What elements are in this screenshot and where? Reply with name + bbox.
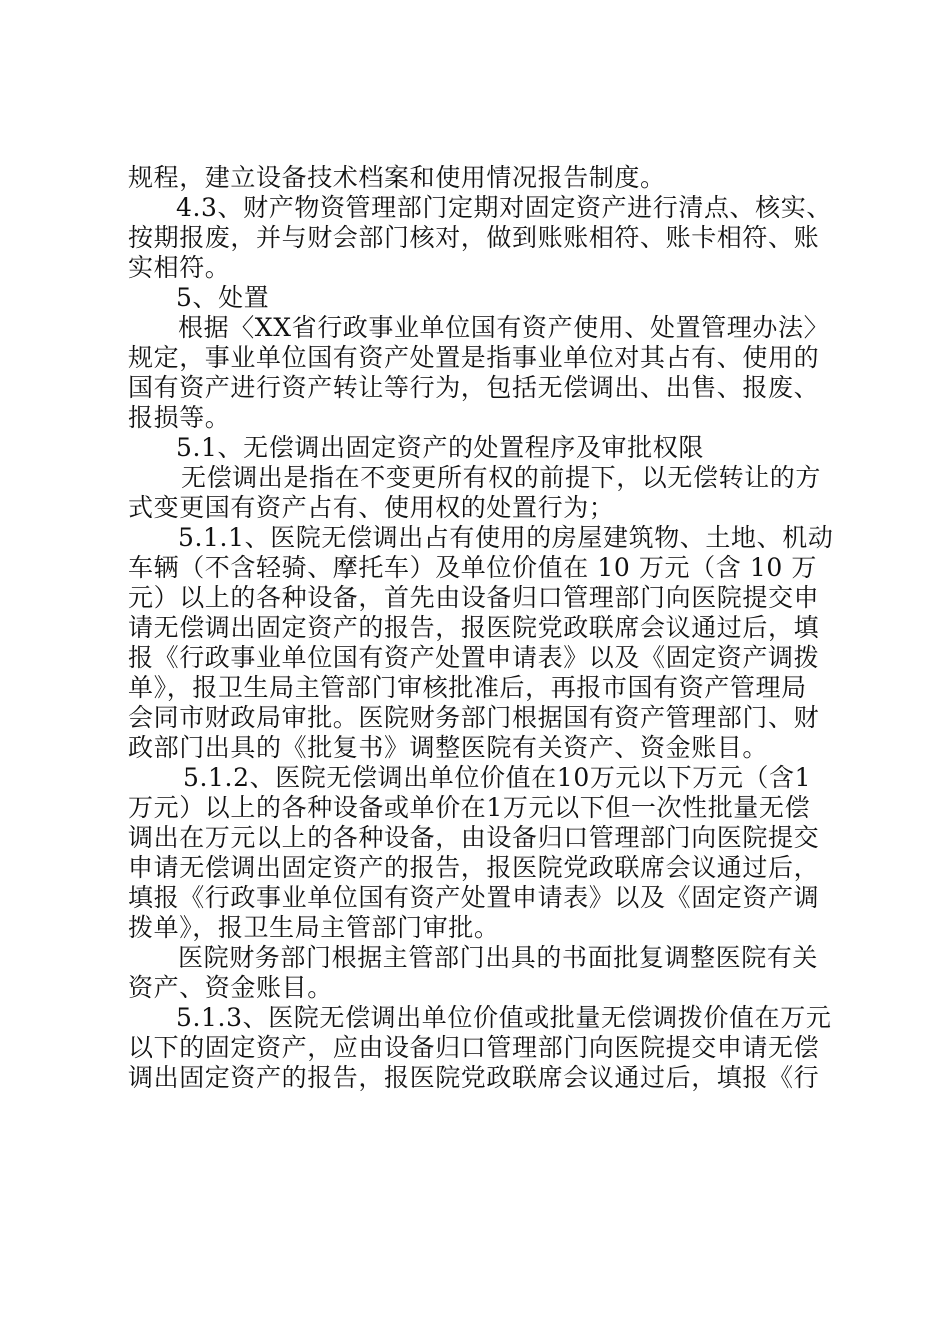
body-text-line: 规程，建立设备技术档案和使用情况报告制度。 — [128, 163, 666, 192]
body-text-line: 会同市财政局审批。医院财务部门根据国有资产管理部门、财 — [128, 703, 820, 732]
body-text-line: 车辆（不含轻骑、摩托车）及单位价值在 10 万元（含 10 万 — [128, 553, 818, 582]
body-text-line: 报《行政事业单位国有资产处置申请表》以及《固定资产调拨 — [128, 643, 820, 672]
body-text-line: 调出在万元以上的各种设备，由设备归口管理部门向医院提交 — [128, 823, 820, 852]
body-text-line: 填报《行政事业单位国有资产处置申请表》以及《固定资产调 — [128, 883, 820, 912]
body-text-line: 按期报废，并与财会部门核对，做到账账相符、账卡相符、账 — [128, 223, 820, 252]
body-text-line: 规定，事业单位国有资产处置是指事业单位对其占有、使用的 — [128, 343, 820, 372]
body-text-line: 报损等。 — [128, 403, 231, 432]
body-text-line: 万元）以上的各种设备或单价在1万元以下但一次性批量无偿 — [128, 793, 811, 822]
body-text-line: 拨单》，报卫生局主管部门审批。 — [128, 913, 500, 942]
body-text-line: 申请无偿调出固定资产的报告，报医院党政联席会议通过后， — [128, 853, 820, 882]
body-text-line: 以下的固定资产，应由设备归口管理部门向医院提交申请无偿 — [128, 1033, 820, 1062]
body-text-line: 国有资产进行资产转让等行为，包括无偿调出、出售、报废、 — [128, 373, 820, 402]
body-text-line: 政部门出具的《批复书》调整医院有关资产、资金账目。 — [128, 733, 769, 762]
body-text-line: 5.1.1、医院无偿调出占有使用的房屋建筑物、土地、机动 — [178, 523, 834, 552]
body-text-line: 无偿调出是指在不变更所有权的前提下，以无偿转让的方 — [181, 463, 822, 492]
body-text-line: 资产、资金账目。 — [128, 973, 333, 1002]
subsection-heading: 5.1、无偿调出固定资产的处置程序及审批权限 — [176, 433, 704, 462]
body-text-line: 请无偿调出固定资产的报告，报医院党政联席会议通过后，填 — [128, 613, 820, 642]
body-text-line: 实相符。 — [128, 253, 231, 282]
body-text-line: 调出固定资产的报告，报医院党政联席会议通过后，填报《行 — [128, 1063, 820, 1092]
section-heading: 5、处置 — [176, 283, 270, 312]
body-text-line: 医院财务部门根据主管部门出具的书面批复调整医院有关 — [178, 943, 819, 972]
body-text-line: 元）以上的各种设备，首先由设备归口管理部门向医院提交申 — [128, 583, 820, 612]
body-text-line: 根据〈XX省行政事业单位国有资产使用、处置管理办法〉 — [178, 313, 830, 342]
body-text-line: 5.1.3、医院无偿调出单位价值或批量无偿调拨价值在万元 — [176, 1003, 832, 1032]
body-text-line: 单》，报卫生局主管部门审核批准后，再报市国有资产管理局 — [128, 673, 807, 702]
body-text-line: 4.3、财产物资管理部门定期对固定资产进行清点、核实、 — [176, 193, 832, 222]
body-text-line: 式变更国有资产占有、使用权的处置行为； — [128, 493, 615, 522]
body-text-line: 5.1.2、医院无偿调出单位价值在10万元以下万元（含1 — [183, 763, 812, 792]
